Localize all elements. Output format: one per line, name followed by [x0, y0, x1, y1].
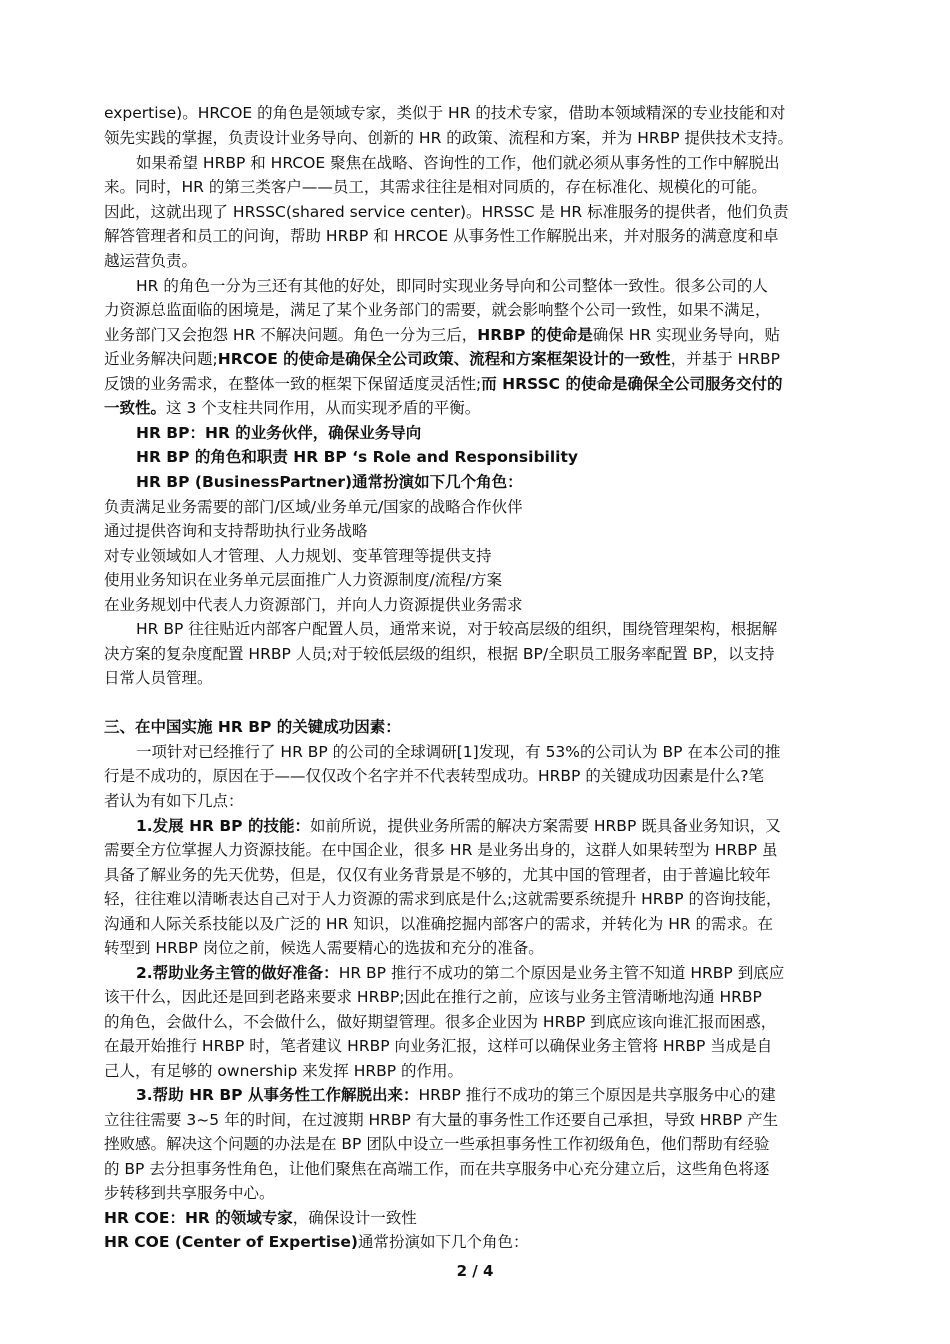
text-run: 步转移到共享服务中心。: [104, 1184, 275, 1202]
text-line: [104, 1181, 856, 1206]
text-run: 具备了解业务的先天优势，但是，仅仅有业务背景是不够的，尤其中国的管理者，由于普遍比较年: [104, 866, 771, 884]
text-line: [104, 985, 856, 1010]
text-line: [104, 1059, 856, 1084]
text-run: ，并基于 HRBP: [670, 350, 781, 368]
text-run: 行是不成功的，原因在于——仅仅改个名字并不代表转型成功。HRBP 的关键成功因素是什么?笔: [104, 767, 765, 785]
text-run: 者认为有如下几点：: [104, 792, 244, 810]
bold-text: 3.帮助 HR BP 从事务性工作解脱出来：: [136, 1086, 419, 1104]
text-line: [104, 912, 856, 937]
text-line: [136, 961, 856, 986]
text-line: [104, 838, 856, 863]
bold-text: HR BP：HR 的业务伙伴，确保业务导向: [136, 424, 422, 442]
bold-text: 1.发展 HR BP 的技能：: [136, 817, 310, 835]
text-line: [104, 396, 856, 421]
text-line: [104, 1206, 856, 1231]
text-line: [136, 1083, 856, 1108]
text-line: [136, 274, 856, 299]
text-line: [104, 666, 856, 691]
text-run: ，确保设计一致性: [292, 1209, 417, 1227]
bold-text: HRBP 的使命是: [477, 326, 593, 344]
text-line: [104, 323, 856, 348]
text-line: [136, 617, 856, 642]
text-line: [104, 1010, 856, 1035]
text-run: 立往往需要 3~5 年的时间，在过渡期 HRBP 有大量的事务性工作还要自己承担，导致 HRBP 产生: [104, 1111, 779, 1129]
text-run: 领先实践的掌握，负责设计业务导向、创新的 HR 的政策、流程和方案，并为 HRBP 提供技术支持。: [104, 129, 794, 147]
text-run: 使用业务知识在业务单元层面推广人力资源制度/流程/方案: [104, 571, 502, 589]
page-number: 2 / 4: [456, 1262, 494, 1280]
text-run: 如前所说，提供业务所需的解决方案需要 HRBP 既具备业务知识，又: [309, 817, 781, 835]
text-line: [136, 740, 856, 765]
text-line: [104, 863, 856, 888]
text-line: [104, 347, 856, 372]
text-run: 在最开始推行 HRBP 时，笔者建议 HRBP 向业务汇报，这样可以确保业务主管将 HRBP 当成是自: [104, 1037, 773, 1055]
text-run: 通常扮演如下几个角色：: [357, 1233, 529, 1251]
text-line: [104, 764, 856, 789]
text-line: [104, 495, 856, 520]
text-run: HRBP 推行不成功的第三个原因是共享服务中心的建: [418, 1086, 776, 1104]
text-run: 确保 HR 实现业务导向，贴: [592, 326, 781, 344]
text-run: 需要全方位掌握人力资源技能。在中国企业，很多 HR 是业务出身的，这群人如果转型为 HRBP 虽: [104, 841, 778, 859]
text-run: 这 3 个支柱共同作用，从而实现矛盾的平衡。: [166, 399, 481, 417]
text-run: 业务部门又会抱怨 HR 不解决问题。角色一分为三后，: [104, 326, 478, 344]
text-line: [136, 814, 856, 839]
text-line: [104, 715, 856, 740]
text-run: 的 BP 去分担事务性角色，让他们聚焦在高端工作，而在共享服务中心充分建立后，这些角色将逐: [104, 1160, 770, 1178]
text-run: 沟通和人际关系技能以及广泛的 HR 知识，以准确挖掘内部客户的需求，并转化为 HR 的需求。在: [104, 915, 774, 933]
text-run: 一项针对已经推行了 HR BP 的公司的全球调研[1]发现，有 53%的公司认为 BP 在本公司的推: [136, 743, 781, 761]
bold-text: HR BP 的角色和职责 HR BP ‘s Role and Responsibility: [136, 448, 578, 466]
text-line: [104, 101, 856, 126]
bold-text: HR COE (Center of Expertise): [104, 1233, 358, 1251]
text-run: 日常人员管理。: [104, 669, 213, 687]
text-line: [104, 372, 856, 397]
text-run: 反馈的业务需求，在整体一致的框架下保留适度灵活性;: [104, 375, 482, 393]
text-run: 因此，这就出现了 HRSSC(shared service center)。HRSSC 是 HR 标准服务的提供者，他们负责: [104, 203, 789, 221]
text-line: [104, 642, 856, 667]
text-line: [104, 544, 856, 569]
text-line: [104, 1034, 856, 1059]
text-run: 决方案的复杂度配置 HRBP 人员;对于较低层级的组织，根据 BP/全职员工服务率配置 BP，以支持: [104, 645, 775, 663]
text-line: [104, 200, 856, 225]
text-line: [136, 421, 856, 446]
text-line: [104, 298, 856, 323]
text-run: 负责满足业务需要的部门/区域/业务单元/国家的战略合作伙伴: [104, 498, 523, 516]
text-line: [136, 445, 856, 470]
text-line: [104, 568, 856, 593]
text-line: [136, 470, 856, 495]
text-run: 来。同时，HR 的第三类客户——员工，其需求往往是相对同质的，存在标准化、规模化的可能。: [104, 178, 767, 196]
text-run: 的角色，会做什么，不会做什么，做好期望管理。很多企业因为 HRBP 到底应该向谁汇报而困惑，: [104, 1013, 777, 1031]
text-run: 近业务解决问题;: [104, 350, 218, 368]
text-run: 己人，有足够的 ownership 来发挥 HRBP 的作用。: [104, 1062, 464, 1080]
text-line: [104, 224, 856, 249]
bold-text: HR COE：HR 的领域专家: [104, 1209, 293, 1227]
text-line: [104, 519, 856, 544]
text-run: 该干什么，因此还是回到老路来要求 HRBP;因此在推行之前，应该与业务主管清晰地沟通 HRBP: [104, 988, 762, 1006]
text-line: [104, 175, 856, 200]
bold-text: 三、在中国实施 HR BP 的关键成功因素：: [104, 718, 401, 736]
text-run: 通过提供咨询和支持帮助执行业务战略: [104, 522, 368, 540]
text-line: [104, 936, 856, 961]
text-line: [104, 1230, 856, 1255]
bold-text: 一致性。: [104, 399, 167, 417]
text-line: [104, 249, 856, 274]
text-run: 解答管理者和员工的问询，帮助 HRBP 和 HRCOE 从事务性工作解脱出来，并对服务的满意度和卓: [104, 227, 779, 245]
text-run: 力资源总监面临的困境是，满足了某个业务部门的需要，就会影响整个公司一致性，如果不满足，: [104, 301, 771, 319]
text-run: 轻，往往难以清晰表达自己对于人力资源的需求到底是什么;这就需要系统提升 HRBP 的咨询技能，: [104, 890, 782, 908]
bold-text: 而 HRSSC 的使命是确保全公司服务交付的: [481, 375, 783, 393]
text-run: HR BP 往往贴近内部客户配置人员，通常来说，对于较高层级的组织，围绕管理架构，根据解: [136, 620, 778, 638]
text-run: 越运营负责。: [104, 252, 198, 270]
text-run: 挫败感。解决这个问题的办法是在 BP 团队中设立一些承担事务性工作初级角色，他们帮助有经验: [104, 1135, 770, 1153]
bold-text: 2.帮助业务主管的做好准备：: [136, 964, 339, 982]
bold-text: HR BP (BusinessPartner)通常扮演如下几个角色：: [136, 473, 523, 491]
text-line: [104, 126, 856, 151]
text-run: 对专业领域如人才管理、人力规划、变革管理等提供支持: [104, 547, 492, 565]
text-line: [104, 1132, 856, 1157]
text-run: HR 的角色一分为三还有其他的好处，即同时实现业务导向和公司整体一致性。很多公司的人: [136, 277, 768, 295]
text-line: [104, 593, 856, 618]
text-run: 转型到 HRBP 岗位之前，候选人需要精心的选拔和充分的准备。: [104, 939, 544, 957]
text-line: [104, 1108, 856, 1133]
text-line: [104, 887, 856, 912]
text-line: [136, 151, 856, 176]
text-line: [104, 1157, 856, 1182]
text-run: 如果希望 HRBP 和 HRCOE 聚焦在战略、咨询性的工作，他们就必须从事务性的工作中解脱出: [136, 154, 780, 172]
text-run: HR BP 推行不成功的第二个原因是业务主管不知道 HRBP 到底应: [338, 964, 785, 982]
text-line: [104, 789, 856, 814]
text-run: 在业务规划中代表人力资源部门，并向人力资源提供业务需求: [104, 596, 523, 614]
text-run: expertise)。HRCOE 的角色是领域专家，类似于 HR 的技术专家，借助本领域精深的专业技能和对: [104, 104, 786, 122]
bold-text: HRCOE 的使命是确保全公司政策、流程和方案框架设计的一致性: [217, 350, 671, 368]
